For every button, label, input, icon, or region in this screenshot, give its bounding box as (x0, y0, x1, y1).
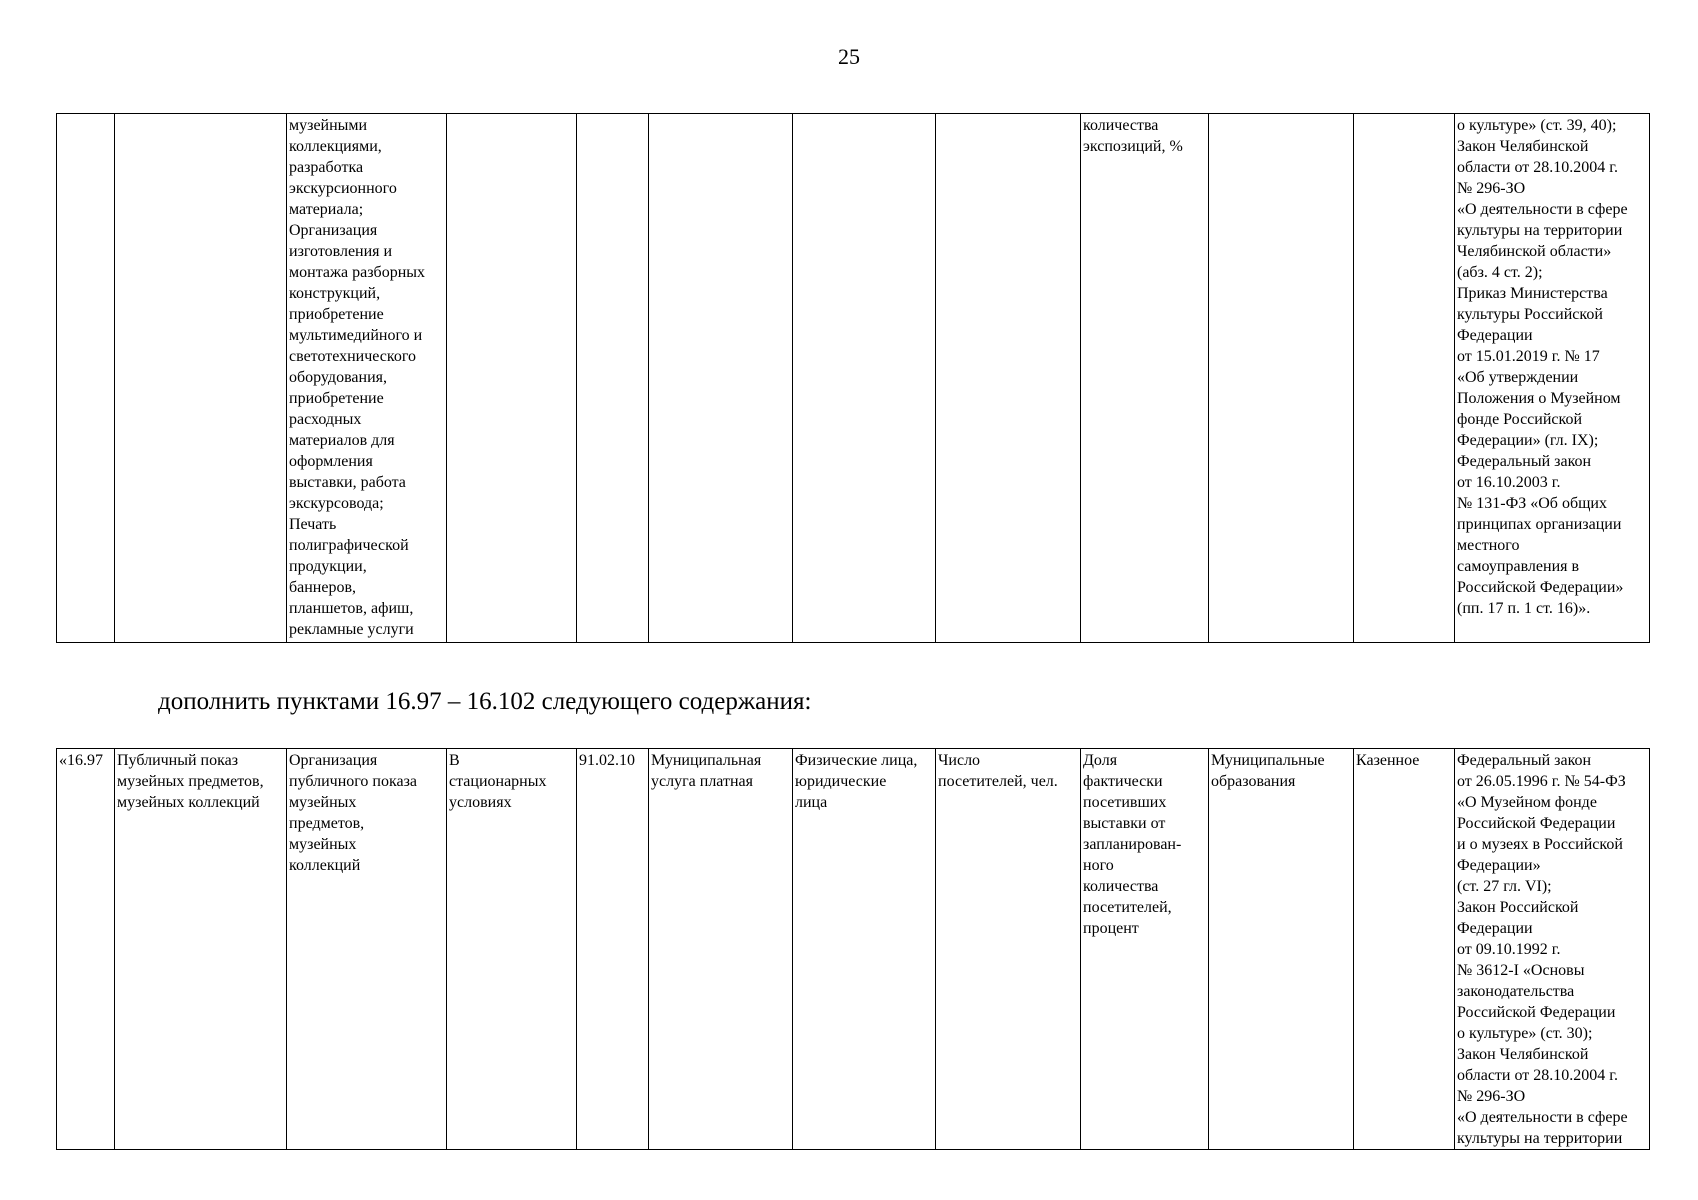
cell-service-type (649, 114, 793, 643)
amendment-text: дополнить пунктами 16.97 – 16.102 следующего содержания: (158, 688, 812, 715)
cell-institution-type (1354, 114, 1455, 643)
cell-okved-code: 91.02.10 (577, 749, 649, 1150)
cell-service-content: Организация публичного показа музейных предметов, музейных коллекций (287, 749, 447, 1150)
cell-number: «16.97 (57, 749, 115, 1150)
cell-service-content: музейными коллекциями, разработка экскурсионного материала; Организация изготовления и монтажа разборных конструкций, приобретение мультимедийного и светотехнического оборудования, приобретение расходных материалов для оформления выставки, работа экскурсовода; Печать полиграфической продукции, баннеров, планшетов, афиш, рекламные услуги (287, 114, 447, 643)
cell-consumers (793, 114, 936, 643)
cell-legal-basis: о культуре» (ст. 39, 40); Закон Челябинской области от 28.10.2004 г. № 296-ЗО «О деятельности в сфере культуры на территории Челябинской области» (абз. 4 ст. 2); Приказ Министерства культуры Российской Федерации от 15.01.2019 г. № 17 «Об утверждении Положения о Музейном фонде Российской Федерации» (гл. IX); Федеральный закон от 16.10.2003 г. № 131-ФЗ «Об общих принципах организации местного самоуправления в Российской Федерации» (пп. 17 п. 1 ст. 16)». (1455, 114, 1650, 643)
cell-service-name (115, 114, 287, 643)
registry-table-continued (56, 113, 1650, 643)
cell-authority (1209, 114, 1354, 643)
cell-conditions (447, 114, 577, 643)
cell-legal-basis: Федеральный закон от 26.05.1996 г. № 54-ФЗ «О Музейном фонде Российской Федерации и о музеях в Российской Федерации» (ст. 27 гл. VI); Закон Российской Федерации от 09.10.1992 г. № 3612-I «Основы законодательства Российской Федерации о культуре» (ст. 30); Закон Челябинской области от 28.10.2004 г. № 296-ЗО «О деятельности в сфере культуры на территории (1455, 749, 1650, 1150)
cell-institution-type: Казенное (1354, 749, 1455, 1150)
cell-service-type: Муниципальная услуга платная (649, 749, 793, 1150)
table-row (57, 114, 1650, 643)
cell-consumers: Физические лица, юридические лица (793, 749, 936, 1150)
registry-table-new-items (56, 748, 1650, 1150)
cell-okved-code (577, 114, 649, 643)
cell-conditions: В стационарных условиях (447, 749, 577, 1150)
cell-authority: Муниципальные образования (1209, 749, 1354, 1150)
cell-number (57, 114, 115, 643)
cell-volume-indicator: Число посетителей, чел. (936, 749, 1081, 1150)
table-row (57, 749, 1650, 1150)
cell-quality-indicator: количества экспозиций, % (1081, 114, 1209, 643)
cell-volume-indicator (936, 114, 1081, 643)
cell-service-name: Публичный показ музейных предметов, музейных коллекций (115, 749, 287, 1150)
cell-quality-indicator: Доля фактически посетивших выставки от запланирован- ного количества посетителей, процент (1081, 749, 1209, 1150)
page-number: 25 (838, 44, 860, 69)
